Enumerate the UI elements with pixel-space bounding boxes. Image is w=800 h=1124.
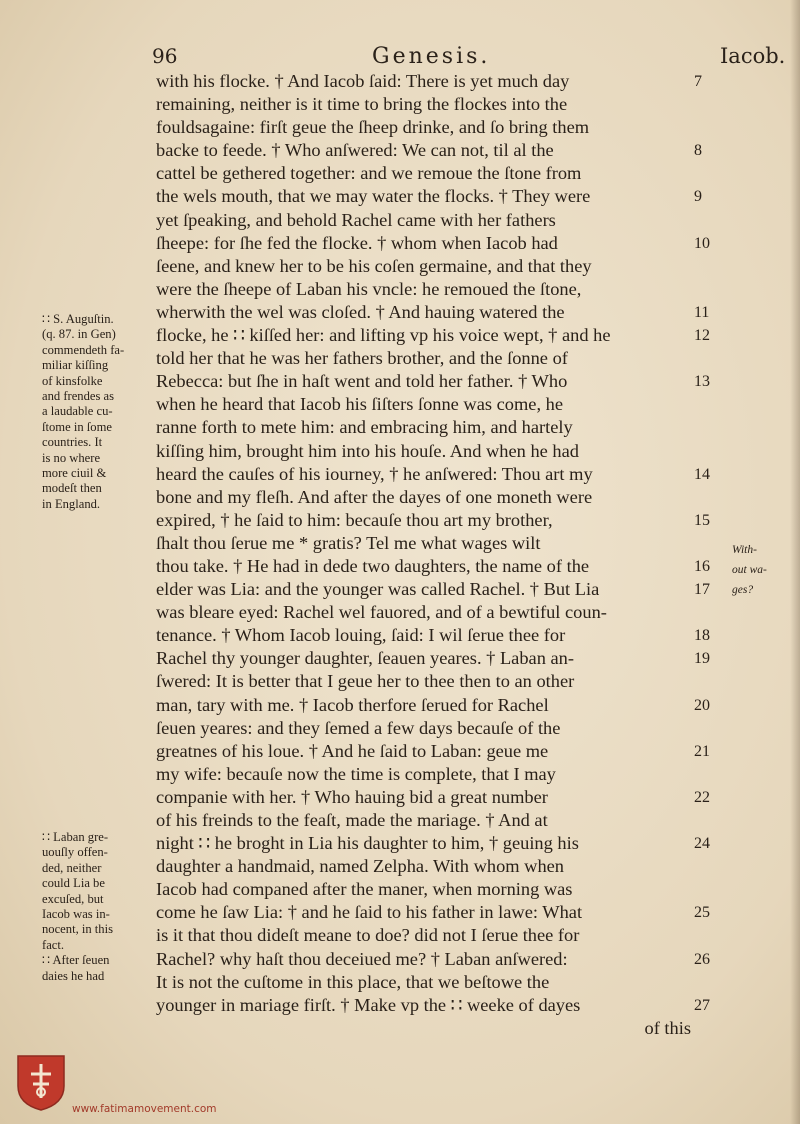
running-name: Iacob. [720, 44, 786, 68]
text-line: ſeuen yeares: and they ſemed a few days becauſe of the [156, 717, 561, 738]
text-line: Iacob had companed after the maner, when morning was [156, 879, 573, 900]
margin-note-line: nocent, in this [42, 922, 114, 937]
margin-note-line: commendeth fa- [42, 342, 125, 357]
margin-note-line: ∷ After ſeuen [42, 953, 110, 968]
text-line: come he ſaw Lia: † and he ſaid to his father in lawe: What [156, 902, 583, 923]
text-line: with his flocke. † And Iacob ſaid: There is yet much day [156, 71, 570, 91]
text-line: ſheepe: for ſhe fed the flocke. † whom when Iacob had [156, 232, 558, 253]
text-line: the wels mouth, that we may water the flocks. † They were [156, 186, 591, 207]
text-line: was bleare eyed: Rachel wel fauored, and of a bewtiful coun- [156, 602, 607, 623]
margin-note-line: ∷ Laban gre- [42, 830, 109, 844]
verse-number [694, 763, 724, 786]
text-line: man, tary with me. † Iacob therfore ſerued for Rachel [156, 694, 549, 715]
text-line: cattel be gethered together: and we remoue the ſtone from [156, 163, 582, 184]
margin-note-laban [42, 830, 154, 984]
text-line: my wife: becauſe now the time is complete, that I may [156, 763, 556, 784]
verse-number: 17 [694, 581, 710, 599]
text-line: companie with her. † Who hauing bid a great number [156, 786, 548, 807]
verse-number: 14 [694, 465, 710, 483]
verse-number [694, 255, 724, 278]
margin-note-line: Iacob was in- [42, 907, 110, 922]
text-line: Rachel? why haſt thou deceiued me? † Laban anſwered: [156, 948, 568, 969]
margin-note-line: is no where [42, 450, 101, 465]
verse-number: 7 [694, 73, 702, 90]
text-line: of this [644, 1017, 691, 1038]
margin-note-line: of kinsfolke [42, 373, 103, 388]
verse-number: 9 [694, 188, 702, 206]
margin-note-line: could Lia be [42, 876, 105, 891]
text-line: ſhalt thou ſerue me * gratis? Tel me what wages wilt [156, 532, 541, 553]
margin-note-line: uouſly offen- [42, 845, 108, 860]
text-line: bone and my fleſh. And after the dayes of one moneth were [156, 486, 593, 507]
verse-number [694, 532, 724, 555]
verse-number [694, 162, 724, 185]
verse-number: 13 [694, 373, 710, 391]
verse-number [694, 440, 724, 463]
verse-number: 24 [694, 835, 710, 853]
text-line: tenance. † Whom Iacob louing, ſaid: I wil ſerue thee for [156, 625, 566, 646]
margin-note-line: miliar kiſſing [42, 358, 109, 373]
verse-number [694, 347, 724, 370]
verse-number: 10 [694, 234, 710, 252]
verse-number-column [694, 70, 724, 1040]
verse-number [694, 670, 724, 693]
fatima-shield-logo-icon [14, 1052, 68, 1112]
text-line: heard the cauſes of his iourney, † he anſwered: Thou art my [156, 463, 593, 484]
text-line: when he heard that Iacob his ſiſters ſonne was come, he [156, 394, 564, 415]
page-gutter-shadow [790, 0, 800, 1124]
verse-number [694, 393, 724, 416]
text-line: wherwith the wel was cloſed. † And hauing watered the [156, 301, 565, 322]
margin-note-line: out wa- [732, 564, 767, 576]
text-line: Rachel thy younger daughter, ſeauen yeares. † Laban an- [156, 648, 574, 669]
text-line: greatnes of his loue. † And he ſaid to Laban: geue me [156, 740, 549, 761]
text-line: remaining, neither is it time to bring the flockes into the [156, 94, 568, 115]
margin-note-line: excuſed, but [42, 891, 104, 906]
margin-note-line: ∷ S. Auguſtin. [42, 312, 114, 326]
margin-note-line: daies he had [42, 968, 105, 983]
verse-number [694, 1017, 724, 1040]
verse-number [694, 416, 724, 439]
verse-number [694, 878, 724, 901]
text-line: fouldsagaine: firſt geue the ſheep drinke, and ſo bring them [156, 117, 590, 138]
verse-number [694, 601, 724, 624]
verse-number [694, 209, 724, 232]
margin-note-augustine [42, 312, 154, 512]
verse-number: 12 [694, 327, 710, 345]
margin-note-line: ded, neither [42, 860, 102, 875]
text-line: is it that thou dideſt meane to doe? did not I ſerue thee for [156, 925, 580, 946]
margin-note-line: fact. [42, 937, 65, 952]
margin-note-line: With- [732, 544, 757, 556]
verse-number: 11 [694, 303, 710, 321]
text-line: kiſſing him, brought him into his houſe. And when he had [156, 440, 579, 461]
verse-number: 8 [694, 142, 702, 160]
verse-number: 15 [694, 511, 710, 529]
verse-number: 22 [694, 788, 710, 806]
verse-number [694, 924, 724, 947]
website-link[interactable]: www.fatimamovement.com [72, 1103, 217, 1115]
text-line: younger in mariage firſt. † Make vp the ∷ weeke of dayes [156, 994, 581, 1015]
text-line: flocke, he ∷ kiſſed her: and lifting vp his voice wept, † and he [156, 325, 611, 346]
verse-number: 26 [694, 950, 710, 968]
main-text-column [156, 70, 691, 1040]
text-line: daughter a handmaid, named Zelpha. With whom when [156, 856, 564, 877]
margin-note-line: and frendes as [42, 389, 115, 404]
verse-number: 27 [694, 996, 710, 1014]
text-line: expired, † he ſaid to him: becauſe thou art my brother, [156, 509, 553, 530]
margin-note-line: modeſt then [42, 481, 102, 496]
verse-number: 19 [694, 650, 710, 668]
text-line: backe to feede. † Who anſwered: We can not, til al the [156, 140, 554, 161]
verse-number [694, 93, 724, 116]
verse-number [694, 809, 724, 832]
page-number: 96 [152, 44, 178, 68]
verse-number: 25 [694, 904, 710, 922]
text-line: Rebecca: but ſhe in haſt went and told her father. † Who [156, 371, 568, 392]
verse-number [694, 855, 724, 878]
running-title: Genesis. [372, 44, 491, 69]
text-line: told her that he was her fathers brother, and the ſonne of [156, 348, 568, 369]
verse-number [694, 717, 724, 740]
margin-note-without-wages [732, 540, 796, 600]
text-line: thou take. † He had in dede two daughters, the name of the [156, 555, 590, 576]
text-line: It is not the cuſtome in this place, that we beſtowe the [156, 971, 550, 992]
verse-number [694, 116, 724, 139]
text-line: ſeene, and knew her to be his coſen germaine, and that they [156, 255, 592, 276]
margin-note-line: more ciuil & [42, 466, 107, 481]
verse-number: 21 [694, 742, 710, 760]
margin-note-line: ſtome in ſome [42, 419, 112, 434]
verse-number: 16 [694, 557, 710, 575]
text-line: were the ſheepe of Laban his vncle: he remoued the ſtone, [156, 278, 582, 299]
verse-number [694, 486, 724, 509]
margin-note-line: countries. It [42, 435, 103, 450]
text-line: ranne forth to mete him: and embracing him, and hartely [156, 417, 573, 438]
verse-number: 20 [694, 696, 710, 714]
verse-number [694, 278, 724, 301]
margin-note-line: ges? [732, 584, 754, 596]
text-line: elder was Lia: and the younger was called Rachel. † But Lia [156, 579, 600, 600]
margin-note-line: a laudable cu- [42, 404, 113, 419]
text-line: night ∷ he broght in Lia his daughter to him, † geuing his [156, 833, 579, 854]
verse-number [694, 971, 724, 994]
margin-note-line: (q. 87. in Gen) [42, 327, 116, 342]
text-line: of his freinds to the feaſt, made the mariage. † And at [156, 810, 548, 830]
text-line: yet ſpeaking, and behold Rachel came with her fathers [156, 209, 556, 230]
verse-number: 18 [694, 627, 710, 645]
margin-note-line: in England. [42, 496, 101, 511]
text-line: ſwered: It is better that I geue her to thee then to an other [156, 671, 575, 692]
